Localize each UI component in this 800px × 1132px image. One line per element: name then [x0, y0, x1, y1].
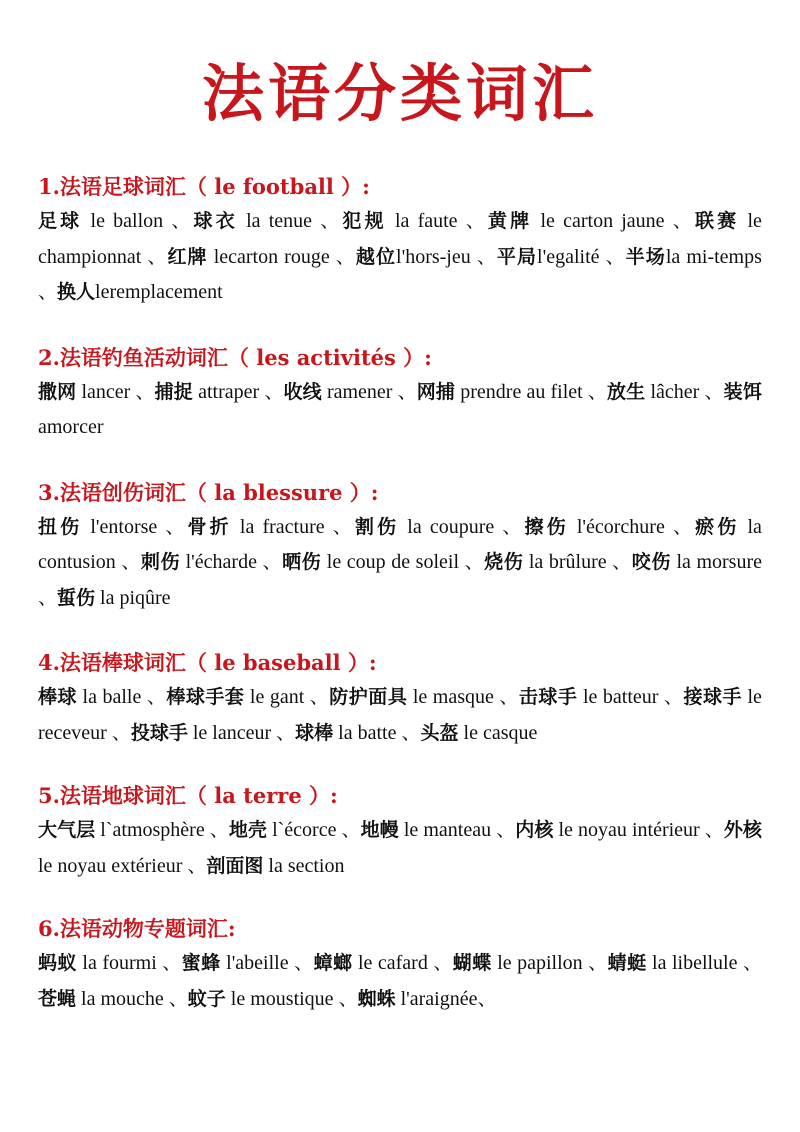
- separator: 、: [171, 210, 194, 232]
- term-chinese: 联赛: [694, 210, 740, 232]
- term-chinese: 晒伤: [282, 551, 322, 573]
- separator: 、: [477, 987, 497, 1010]
- section-body: [38, 946, 762, 1017]
- term-french: l`atmosphère: [95, 819, 210, 841]
- vocabulary-sections: [38, 170, 762, 1017]
- term-chinese: 蝴蝶: [452, 952, 492, 974]
- term-chinese: 足球: [38, 210, 83, 232]
- term-chinese: 大气层: [38, 819, 96, 841]
- separator: 、: [397, 380, 417, 403]
- term-french: l'écorchure: [568, 515, 673, 538]
- term-chinese: 蟑螂: [313, 952, 353, 974]
- term-chinese: 黄牌: [487, 210, 533, 232]
- term-chinese: 网捕: [416, 380, 456, 403]
- section-heading: 4.法语棒球词汇（ le baseball ）:: [38, 650, 377, 675]
- separator: 、: [338, 987, 358, 1010]
- term-french: le carton jaune: [532, 210, 673, 232]
- term-chinese: 咬伤: [631, 551, 671, 573]
- separator: 、: [605, 245, 626, 268]
- separator: 、: [264, 380, 284, 403]
- term-french: l'araignée: [395, 987, 478, 1010]
- separator: 、: [187, 854, 207, 877]
- term-french: amorcer: [38, 416, 104, 438]
- separator: 、: [147, 245, 168, 268]
- term-chinese: 剖面图: [206, 854, 264, 877]
- term-chinese: 红牌: [167, 245, 208, 268]
- separator: 、: [496, 819, 516, 841]
- term-french: le coup de soleil: [321, 551, 465, 573]
- term-french: l'hors-jeu: [396, 245, 477, 268]
- term-chinese: 蜇伤: [57, 586, 96, 609]
- separator: 、: [704, 380, 724, 403]
- term-french: l'egalité: [537, 245, 606, 268]
- separator: 、: [168, 987, 188, 1010]
- term-french: la coupure: [399, 515, 503, 538]
- term-french: le papillon: [491, 952, 589, 974]
- term-chinese: 越位: [355, 245, 397, 268]
- term-chinese: 击球手: [518, 686, 578, 708]
- term-chinese: 蜘蛛: [357, 987, 396, 1010]
- separator: 、: [588, 952, 608, 974]
- separator: 、: [663, 686, 684, 708]
- term-french: le moustique: [225, 987, 339, 1010]
- term-chinese: 擦伤: [524, 515, 569, 538]
- term-french: le gant: [244, 686, 310, 708]
- term-chinese: 换人: [57, 281, 96, 303]
- separator: 、: [401, 721, 421, 744]
- separator: 、: [276, 721, 296, 744]
- separator: 、: [672, 210, 695, 232]
- term-chinese: 收线: [283, 380, 322, 403]
- term-french: attraper: [192, 380, 265, 403]
- separator: 、: [262, 551, 283, 573]
- term-french: la balle: [77, 686, 147, 708]
- term-chinese: 半场: [625, 245, 666, 268]
- separator: 、: [121, 551, 141, 573]
- term-french: ramener: [321, 380, 398, 403]
- term-french: le lanceur: [187, 721, 277, 744]
- section-body: [38, 375, 762, 446]
- term-french: la brûlure: [523, 551, 613, 573]
- separator: 、: [320, 210, 343, 232]
- separator: 、: [165, 515, 188, 538]
- section-body: [38, 680, 762, 751]
- term-chinese: 球棒: [295, 721, 334, 744]
- section-body: [38, 510, 762, 617]
- term-chinese: 刺伤: [140, 551, 181, 573]
- term-chinese: 蚂蚁: [38, 952, 77, 974]
- vocab-section: [38, 170, 762, 311]
- term-french: le casque: [458, 721, 538, 744]
- term-chinese: 烧伤: [484, 551, 524, 573]
- term-chinese: 蜜蜂: [181, 952, 221, 974]
- term-french: le batteur: [577, 686, 664, 708]
- term-french: l'entorse: [82, 515, 166, 538]
- term-french: le manteau: [398, 819, 497, 841]
- separator: 、: [38, 281, 58, 303]
- term-french: la fracture: [231, 515, 333, 538]
- term-chinese: 接球手: [683, 686, 742, 708]
- separator: 、: [38, 586, 58, 609]
- separator: 、: [135, 380, 155, 403]
- term-chinese: 蜻蜓: [607, 952, 647, 974]
- term-chinese: 棒球: [38, 686, 78, 708]
- vocab-section: [38, 646, 762, 751]
- separator: 、: [742, 952, 762, 974]
- page-title: 法语分类词汇: [201, 57, 598, 130]
- term-french: la batte: [333, 721, 402, 744]
- term-french: le championnat: [38, 210, 762, 268]
- term-french: le ballon: [82, 210, 172, 232]
- term-french: lancer: [76, 380, 136, 403]
- separator: 、: [111, 721, 131, 744]
- term-chinese: 放生: [607, 380, 646, 403]
- term-french: la fourmi: [76, 952, 163, 974]
- term-french: la faute: [386, 210, 466, 232]
- term-chinese: 头盔: [420, 721, 459, 744]
- term-chinese: 割伤: [354, 515, 400, 538]
- term-chinese: 扭伤: [38, 515, 83, 538]
- term-french: la section: [263, 854, 345, 877]
- section-body: [38, 204, 762, 311]
- section-heading: 2.法语钓鱼活动词汇（ les activités ）:: [38, 344, 432, 370]
- term-chinese: 蚊子: [187, 987, 226, 1010]
- term-chinese: 投球手: [130, 721, 188, 744]
- term-french: l'écharde: [180, 551, 263, 573]
- term-french: la morsure: [670, 551, 762, 573]
- section-heading: 1.法语足球词汇（ le football ）:: [38, 174, 370, 199]
- separator: 、: [341, 819, 361, 841]
- separator: 、: [162, 952, 182, 974]
- separator: 、: [332, 515, 355, 538]
- term-french: la piqûre: [95, 586, 171, 609]
- term-chinese: 平局: [496, 245, 538, 268]
- vocab-section: [38, 912, 762, 1017]
- term-french: la mi-temps: [665, 245, 762, 268]
- term-chinese: 地幔: [360, 819, 399, 841]
- term-chinese: 犯规: [342, 210, 387, 232]
- term-french: prendre au filet: [455, 380, 588, 403]
- term-french: la tenue: [237, 210, 321, 232]
- separator: 、: [672, 515, 696, 538]
- separator: 、: [433, 952, 453, 974]
- term-chinese: 地壳: [228, 819, 268, 841]
- separator: 、: [465, 210, 488, 232]
- term-chinese: 外核: [723, 819, 762, 841]
- term-chinese: 棒球手套: [166, 686, 245, 708]
- section-body: [38, 813, 762, 884]
- separator: 、: [612, 551, 632, 573]
- term-french: la libellule: [646, 952, 743, 974]
- separator: 、: [464, 551, 485, 573]
- section-heading: 5.法语地球词汇（ la terre ）:: [38, 783, 338, 808]
- term-chinese: 内核: [515, 819, 554, 841]
- separator: 、: [499, 686, 519, 708]
- separator: 、: [146, 686, 167, 708]
- separator: 、: [704, 819, 724, 841]
- separator: 、: [502, 515, 525, 538]
- separator: 、: [587, 380, 608, 403]
- term-chinese: 骨折: [187, 515, 232, 538]
- term-french: le masque: [407, 686, 500, 708]
- term-french: le noyau intérieur: [553, 819, 705, 841]
- vocab-section: [38, 341, 762, 446]
- term-french: la mouche: [76, 987, 169, 1010]
- term-french: l'abeille: [220, 952, 295, 974]
- separator: 、: [476, 245, 497, 268]
- separator: 、: [294, 952, 314, 974]
- vocab-section: [38, 476, 762, 617]
- term-chinese: 撒网: [38, 380, 77, 403]
- term-french: leremplacement: [95, 281, 223, 303]
- section-heading: 6.法语动物专题词汇:: [38, 916, 236, 941]
- term-chinese: 捕捉: [154, 380, 193, 403]
- term-french: lecarton rouge: [207, 245, 336, 268]
- term-french: l`écorce: [267, 819, 342, 841]
- term-french: le cafard: [352, 952, 434, 974]
- term-french: le receveur: [38, 686, 762, 744]
- term-chinese: 苍蝇: [38, 987, 77, 1010]
- term-chinese: 瘀伤: [695, 515, 740, 538]
- separator: 、: [309, 686, 330, 708]
- separator: 、: [209, 819, 229, 841]
- term-french: lâcher: [645, 380, 705, 403]
- term-french: la contusion: [38, 515, 762, 573]
- vocab-section: [38, 779, 762, 884]
- separator: 、: [335, 245, 356, 268]
- term-chinese: 防护面具: [329, 686, 408, 708]
- section-heading: 3.法语创伤词汇（ la blessure ）:: [38, 479, 379, 505]
- term-chinese: 球衣: [193, 210, 238, 232]
- term-chinese: 装饵: [723, 380, 762, 403]
- term-french: le noyau extérieur: [38, 854, 188, 877]
